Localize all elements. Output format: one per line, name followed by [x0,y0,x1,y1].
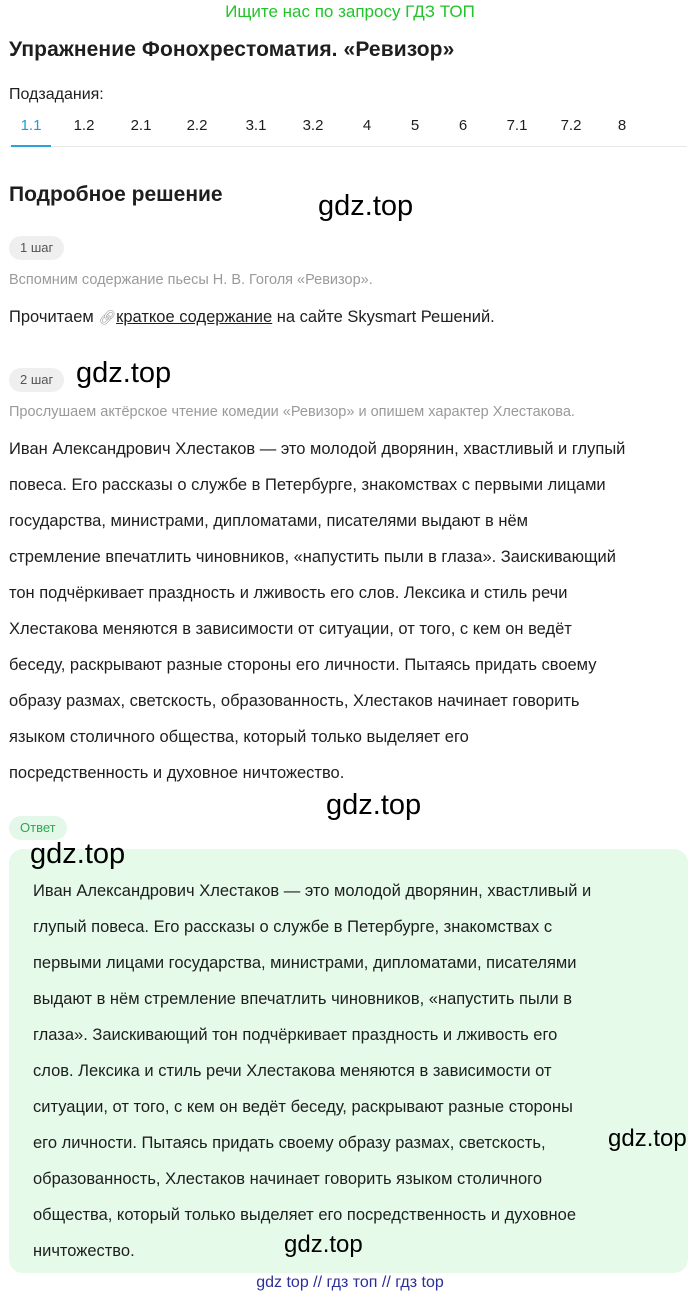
tab-3-1[interactable]: 3.1 [245,117,267,134]
step-2-hint: Прослушаем актёрское чтение комедии «Ревизор» и опишем характер Хлестакова. [9,404,575,420]
tab-7-2[interactable]: 7.2 [560,117,582,134]
answer-line: ничтожество. [33,1242,135,1260]
step-2-paragraph [9,431,689,791]
answer-line: выдают в нём стремление впечатлить чиновников, «напустить пыли в [33,990,572,1008]
tab-6[interactable]: 6 [458,117,468,134]
footer-link-gdz-top-ru[interactable]: гдз топ [326,1274,378,1291]
subtasks-label: Подзадания: [9,86,104,103]
tab-2-1[interactable]: 2.1 [130,117,152,134]
answer-line: ситуации, от того, с кем он ведёт беседу, раскрывают разные стороны [33,1098,573,1116]
step-1-text-before: Прочитаем [9,308,94,326]
step-1-text [9,308,495,327]
watermark: gdz.top [76,357,172,389]
paragraph-line: стремление впечатлить чиновников, «напустить пыли в глаза». Заискивающий [9,548,616,566]
footer-link-gdz-top-mixed[interactable]: гдз top [395,1274,444,1291]
tab-5[interactable]: 5 [410,117,420,134]
tab-2-2[interactable]: 2.2 [186,117,208,134]
paragraph-line: Хлестакова меняются в зависимости от ситуации, от того, с кем он ведёт [9,620,572,638]
paragraph-line: государства, министрами, дипломатами, писателями выдают в нём [9,512,528,530]
answer-badge: Ответ [9,816,67,840]
subtask-tabs [9,117,687,147]
footer-separator: // [313,1274,323,1291]
answer-paragraph [33,873,678,1269]
watermark: gdz.top [326,789,422,821]
tab-7-1[interactable]: 7.1 [506,117,528,134]
paragraph-line: языком столичного общества, который только выделяет его [9,728,469,746]
answer-line: глупый повеса. Его рассказы о службе в Петербурге, знакомствах с [33,918,553,936]
step-1-hint: Вспомним содержание пьесы Н. В. Гоголя «Ревизор». [9,272,373,288]
page-title: Упражнение Фонохрестоматия. «Ревизор» [9,38,455,61]
tabs-divider [9,146,687,147]
answer-line: образованность, Хлестаков начинает говорить языком столичного [33,1170,543,1188]
paragraph-line: Иван Александрович Хлестаков — это молодой дворянин, хвастливый и глупый [9,440,626,458]
answer-line: слов. Лексика и стиль речи Хлестакова меняются в зависимости от [33,1062,552,1080]
tab-8[interactable]: 8 [617,117,627,134]
answer-line: первыми лицами государства, министрами, дипломатами, писателями [33,954,577,972]
paragraph-line: беседу, раскрывают разные стороны его личности. Пытаясь придать своему [9,656,597,674]
watermark: gdz.top [318,190,414,222]
paragraph-line: образу размах, светскость, образованность, Хлестаков начинает говорить [9,692,580,710]
watermark: gdz.top [608,1125,687,1152]
answer-line: Иван Александрович Хлестаков — это молодой дворянин, хвастливый и [33,882,592,900]
tab-3-2[interactable]: 3.2 [302,117,324,134]
footer-link-gdz-top[interactable]: gdz top [256,1274,309,1291]
footer-separator: // [381,1274,391,1291]
summary-link[interactable]: краткое содержание [116,308,273,326]
paragraph-line: посредственность и духовное ничтожество. [9,764,345,782]
answer-line: общества, который только выделяет его посредственность и духовное [33,1206,576,1224]
watermark: gdz.top [30,838,126,870]
footer [0,1274,700,1292]
tab-4[interactable]: 4 [362,117,372,134]
paragraph-line: тон подчёркивает праздность и лживость его слов. Лексика и стиль речи [9,584,568,602]
step-2-badge: 2 шаг [9,368,64,392]
top-banner[interactable]: Ищите нас по запросу ГДЗ ТОП [225,2,475,21]
link-icon: 🔗︎ [98,309,117,325]
watermark: gdz.top [284,1231,363,1258]
step-1-badge: 1 шаг [9,236,64,260]
section-title: Подробное решение [9,183,223,206]
answer-line: его личности. Пытаясь придать своему образу размах, светскость, [33,1134,546,1152]
answer-line: глаза». Заискивающий тон подчёркивает праздность и лживость его [33,1026,558,1044]
paragraph-line: повеса. Его рассказы о службе в Петербурге, знакомствах с первыми лицами [9,476,606,494]
tab-1-2[interactable]: 1.2 [73,117,95,134]
step-1-text-after: на сайте Skysmart Решений. [276,308,495,326]
tab-1-1[interactable]: 1.1 [11,117,51,145]
